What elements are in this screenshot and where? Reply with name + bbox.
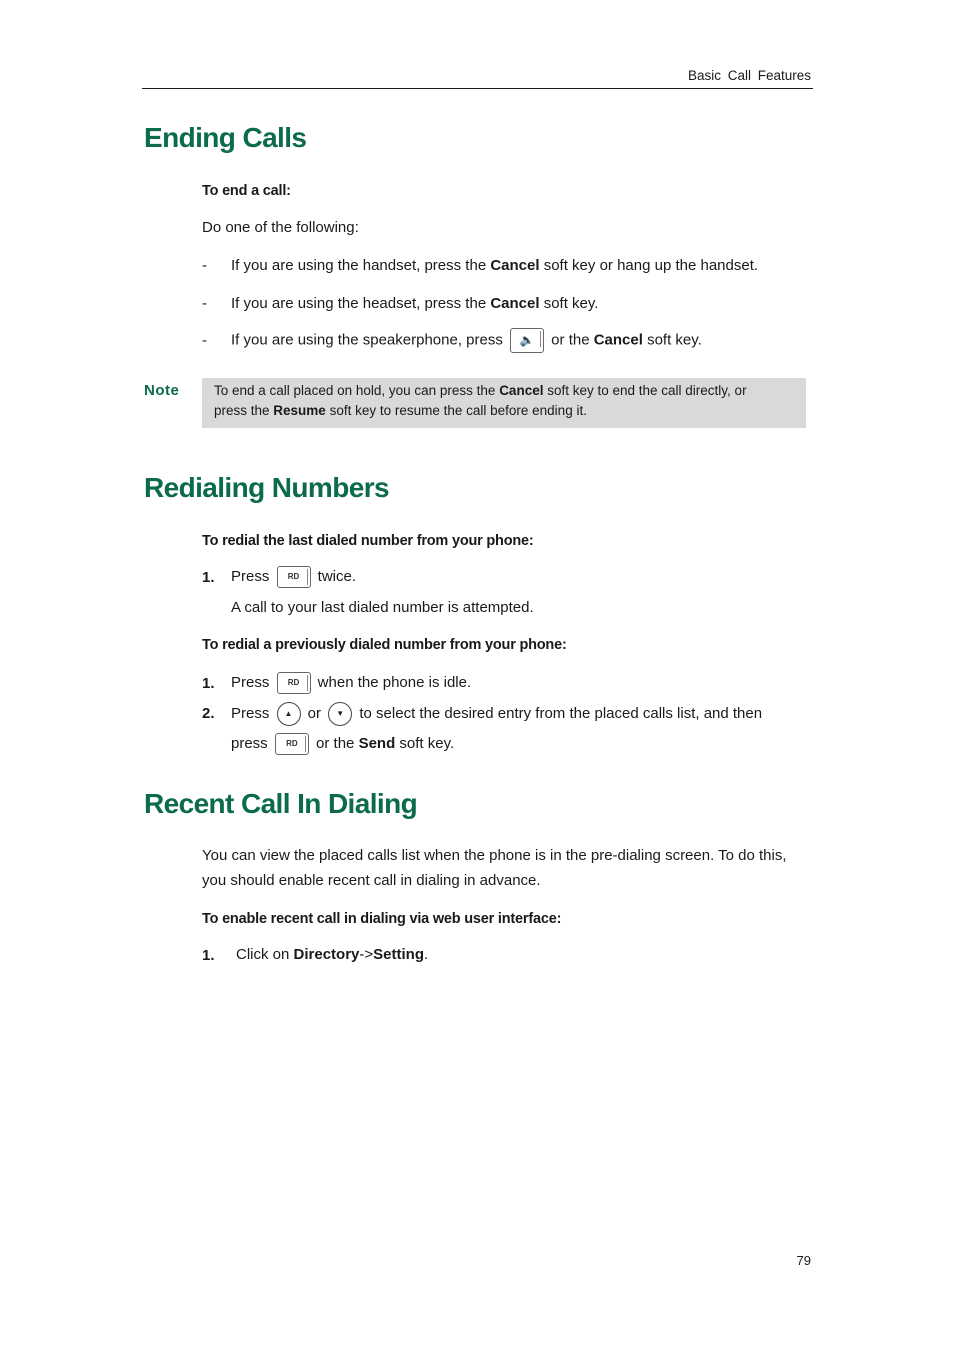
step-number: 1. [202, 947, 215, 964]
step-press-idle: Press RD when the phone is idle. [231, 672, 471, 694]
setting-menu-name: Setting [373, 946, 424, 963]
note-line-2: press the Resume soft key to resume the call before ending it. [214, 403, 587, 418]
procedure-heading: To end a call: [202, 183, 291, 199]
bullet-headset: If you are using the headset, press the Cancel soft key. [231, 295, 599, 312]
step-select-entry: Press ▲ or ▼ to select the desired entry from the placed calls list, and then [231, 702, 762, 726]
recent-para-line-2: you should enable recent call in dialing in advance. [202, 872, 541, 889]
bullet-handset: If you are using the handset, press the Cancel soft key or hang up the handset. [231, 257, 759, 274]
speaker-icon: 🔈 [510, 328, 544, 353]
bullet-dash: - [202, 332, 207, 349]
bullet-speakerphone: If you are using the speakerphone, press 🔈 or the Cancel soft key. [231, 328, 702, 353]
section-title-redialing: Redialing Numbers [144, 472, 389, 503]
procedure-heading: To enable recent call in dialing via web user interface: [202, 911, 562, 927]
procedure-heading: To redial a previously dialed number from your phone: [202, 637, 567, 653]
recent-para-line-1: You can view the placed calls list when the phone is in the pre-dialing screen. To do this, [202, 847, 787, 864]
step-number: 1. [202, 569, 215, 586]
step-number: 2. [202, 705, 215, 722]
page-number: 79 [796, 1253, 811, 1268]
redial-key-icon: RD [277, 672, 311, 694]
redial-key-icon: RD [277, 566, 311, 588]
note-label: Note [144, 382, 180, 399]
bullet-dash: - [202, 257, 207, 274]
step-press-send: press RD or the Send soft key. [231, 733, 454, 755]
note-line-1: To end a call placed on hold, you can press the Cancel soft key to end the call directly, or [214, 383, 747, 398]
cancel-key-name: Cancel [593, 331, 643, 349]
send-key-name: Send [358, 734, 396, 752]
procedure-heading: To redial the last dialed number from your phone: [202, 533, 534, 549]
step-press-twice: Press RD twice. [231, 566, 356, 588]
header-rule [142, 88, 813, 89]
cancel-key-name: Cancel [490, 257, 540, 274]
section-title-recent-call: Recent Call In Dialing [144, 788, 418, 819]
up-arrow-icon: ▲ [277, 702, 301, 726]
step-number: 1. [202, 675, 215, 692]
running-header: Basic Call Features [687, 68, 811, 83]
directory-menu-name: Directory [293, 946, 360, 963]
step-result: A call to your last dialed number is attempted. [231, 599, 534, 616]
down-arrow-icon: ▼ [328, 702, 352, 726]
redial-key-icon: RD [275, 733, 309, 755]
section-title-ending-calls: Ending Calls [144, 122, 307, 153]
step-click-directory: Click on Directory->Setting. [236, 946, 429, 963]
bullet-dash: - [202, 295, 207, 312]
intro-text: Do one of the following: [202, 219, 359, 236]
cancel-key-name: Cancel [490, 295, 540, 312]
